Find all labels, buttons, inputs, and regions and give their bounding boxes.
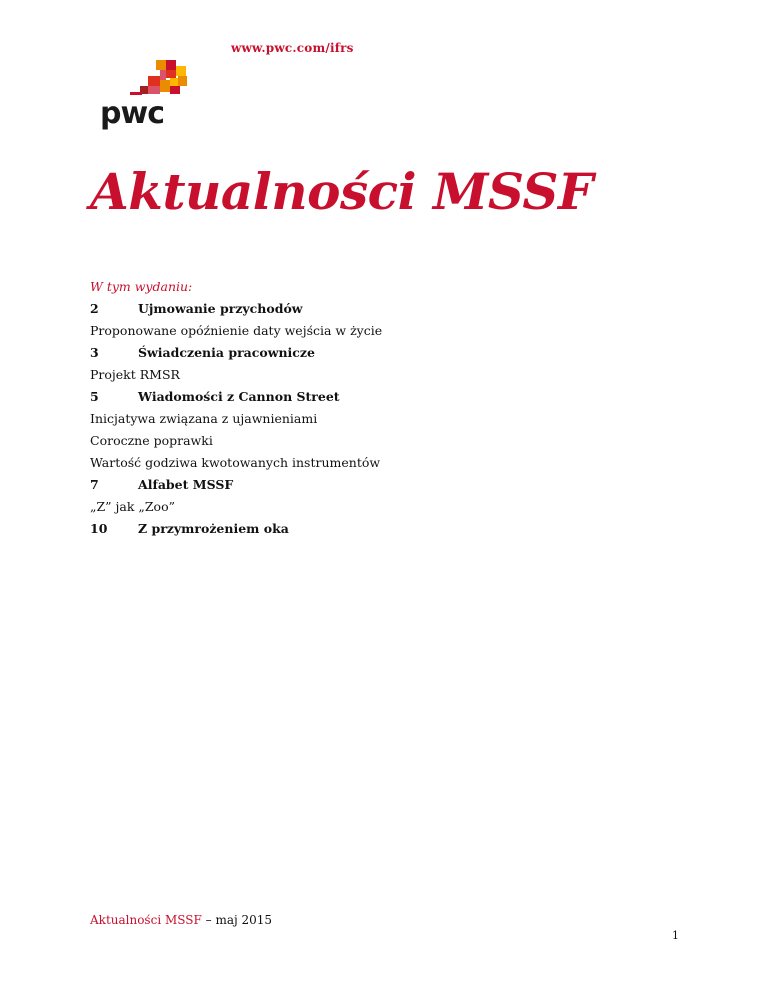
toc-subitem: Projekt RMSR bbox=[90, 367, 180, 382]
footer-publication: Aktualności MSSF bbox=[90, 913, 202, 927]
footer-date: – maj 2015 bbox=[201, 913, 273, 927]
pwc-logo-word: pwc bbox=[100, 96, 164, 131]
toc-subitem: Proponowane opóźnienie daty wejścia w życie bbox=[90, 323, 383, 338]
page-number: 1 bbox=[672, 929, 679, 942]
toc-subitem: Inicjatywa związana z ujawnieniami bbox=[90, 411, 318, 426]
toc-section-title: Wiadomości z Cannon Street bbox=[138, 389, 340, 404]
header-url[interactable]: www.pwc.com/ifrs bbox=[231, 41, 354, 55]
toc-page-number: 10 bbox=[90, 521, 108, 536]
toc-section[interactable] bbox=[90, 474, 650, 496]
page-title: Aktualności MSSF bbox=[90, 162, 593, 221]
toc-section[interactable] bbox=[90, 518, 650, 540]
toc-page-number: 2 bbox=[90, 301, 99, 316]
toc-section-title: Ujmowanie przychodów bbox=[138, 301, 303, 316]
toc-heading: W tym wydaniu: bbox=[90, 279, 193, 294]
pwc-logo-mark-icon bbox=[100, 60, 210, 100]
toc-subitem: Coroczne poprawki bbox=[90, 433, 213, 448]
footer bbox=[90, 913, 272, 927]
toc-section[interactable] bbox=[90, 342, 650, 364]
toc-section[interactable] bbox=[90, 386, 650, 408]
pwc-logo bbox=[100, 60, 210, 132]
toc-section-title: Z przymrożeniem oka bbox=[138, 521, 289, 536]
toc-section-title: Alfabet MSSF bbox=[138, 477, 234, 492]
table-of-contents bbox=[90, 276, 650, 540]
toc-page-number: 7 bbox=[90, 477, 99, 492]
toc-subitem: Wartość godziwa kwotowanych instrumentów bbox=[90, 455, 381, 470]
toc-subitem: „Z” jak „Zoo” bbox=[90, 499, 176, 514]
toc-section[interactable] bbox=[90, 298, 650, 320]
toc-page-number: 5 bbox=[90, 389, 99, 404]
toc-page-number: 3 bbox=[90, 345, 99, 360]
toc-section-title: Świadczenia pracownicze bbox=[138, 345, 315, 360]
